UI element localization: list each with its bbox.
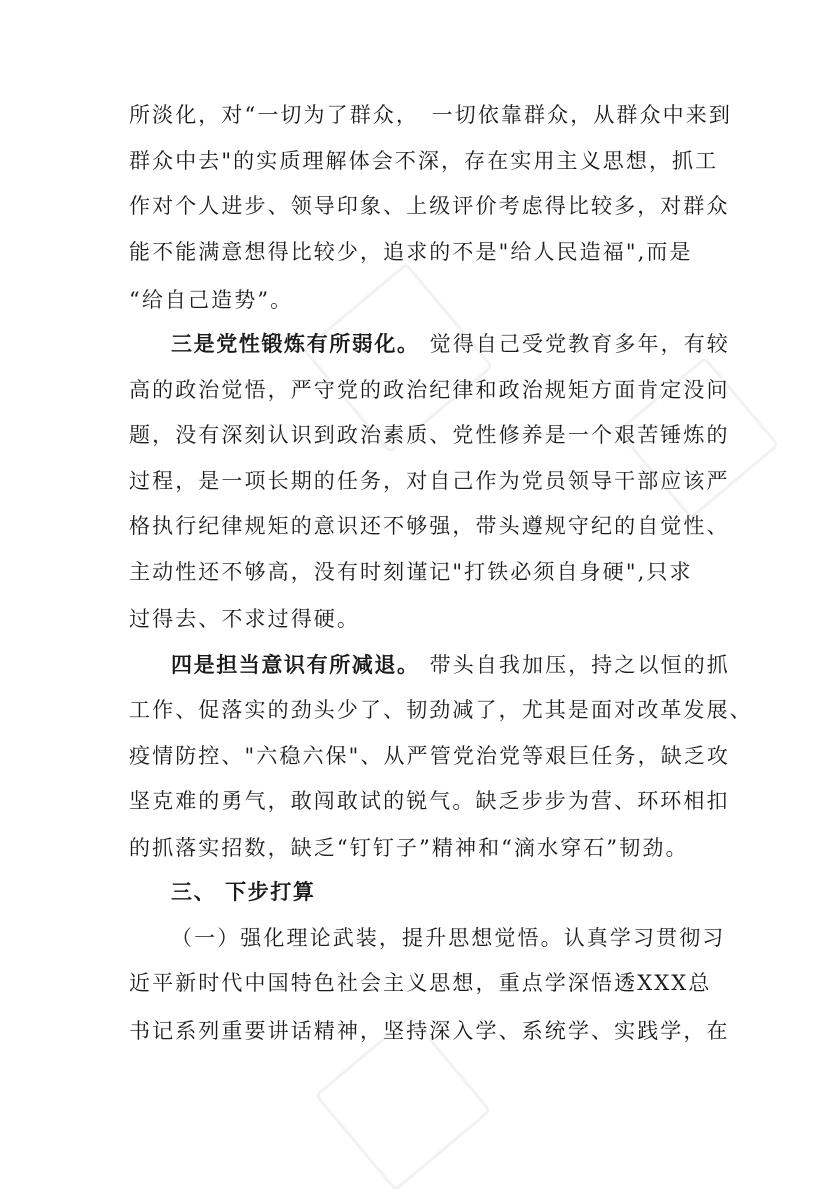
paragraph-line: 作对个人进步、领导印象、上级评价考虑得比较多，对群众: [129, 194, 730, 218]
paragraph-line: 疫情防控、"六稳六保"、从严管党治党等艰巨任务，缺乏攻: [129, 744, 731, 768]
paragraph-line: 近平新时代中国特色社会主义思想，重点学深悟透XXX总: [129, 971, 712, 995]
paragraph-line: 的抓落实招数，缺乏“钉钉子”精神和“滴水穿石”韧劲。: [129, 836, 689, 860]
paragraph-line: 过得去、不求过得硬。: [129, 607, 360, 631]
paragraph-line: （一）强化理论武装，提升思想觉悟。认真学习贯彻习: [171, 926, 726, 950]
paragraph-line: [171, 651, 730, 679]
paragraph-line: 群众中去"的实质理解体会不深，存在实用主义思想，抓工: [129, 149, 719, 173]
point-heading-3: 三是党性锻炼有所弱化。: [171, 332, 420, 356]
point-heading-4: 四是担当意识有所减退。: [171, 653, 420, 677]
paragraph-line: 高的政治觉悟，严守党的政治纪律和政治规矩方面肯定没问: [129, 378, 730, 402]
paragraph-line: 坚克难的勇气，敢闯敢试的锐气。缺乏步步为营、环环相扣: [129, 789, 730, 813]
section-heading: 三、 下步打算: [171, 880, 316, 904]
paragraph-line: 题，没有深刻认识到政治素质、党性修养是一个艰苦锤炼的: [129, 423, 730, 447]
paragraph-line: 工作、促落实的劲头少了、韧劲减了，尤其是面对改革发展、: [129, 698, 753, 722]
paragraph-text: 觉得自己受党教育多年，有较: [429, 332, 730, 356]
paragraph-text: 带头自我加压，持之以恒的抓: [429, 653, 730, 677]
paragraph-line: [171, 330, 730, 358]
paragraph-line: “给自己造势”。: [129, 288, 294, 312]
paragraph-line: 格执行纪律规矩的意识还不够强，带头遵规守纪的自觉性、: [129, 514, 730, 538]
paragraph-line: 书记系列重要讲话精神，坚持深入学、系统学、实践学，在: [129, 1019, 730, 1043]
paragraph-line: 所淡化，对“一切为了群众， 一切依靠群众，从群众中来到: [129, 103, 732, 127]
paragraph-line: 能不能满意想得比较少，追求的不是"给人民造福",而是: [129, 240, 693, 264]
paragraph-line: 过程，是一项长期的任务，对自己作为党员领导干部应该严: [129, 469, 730, 493]
paragraph-line: 主动性还不够高，没有时刻谨记"打铁必须自身硬",只求: [129, 560, 693, 584]
